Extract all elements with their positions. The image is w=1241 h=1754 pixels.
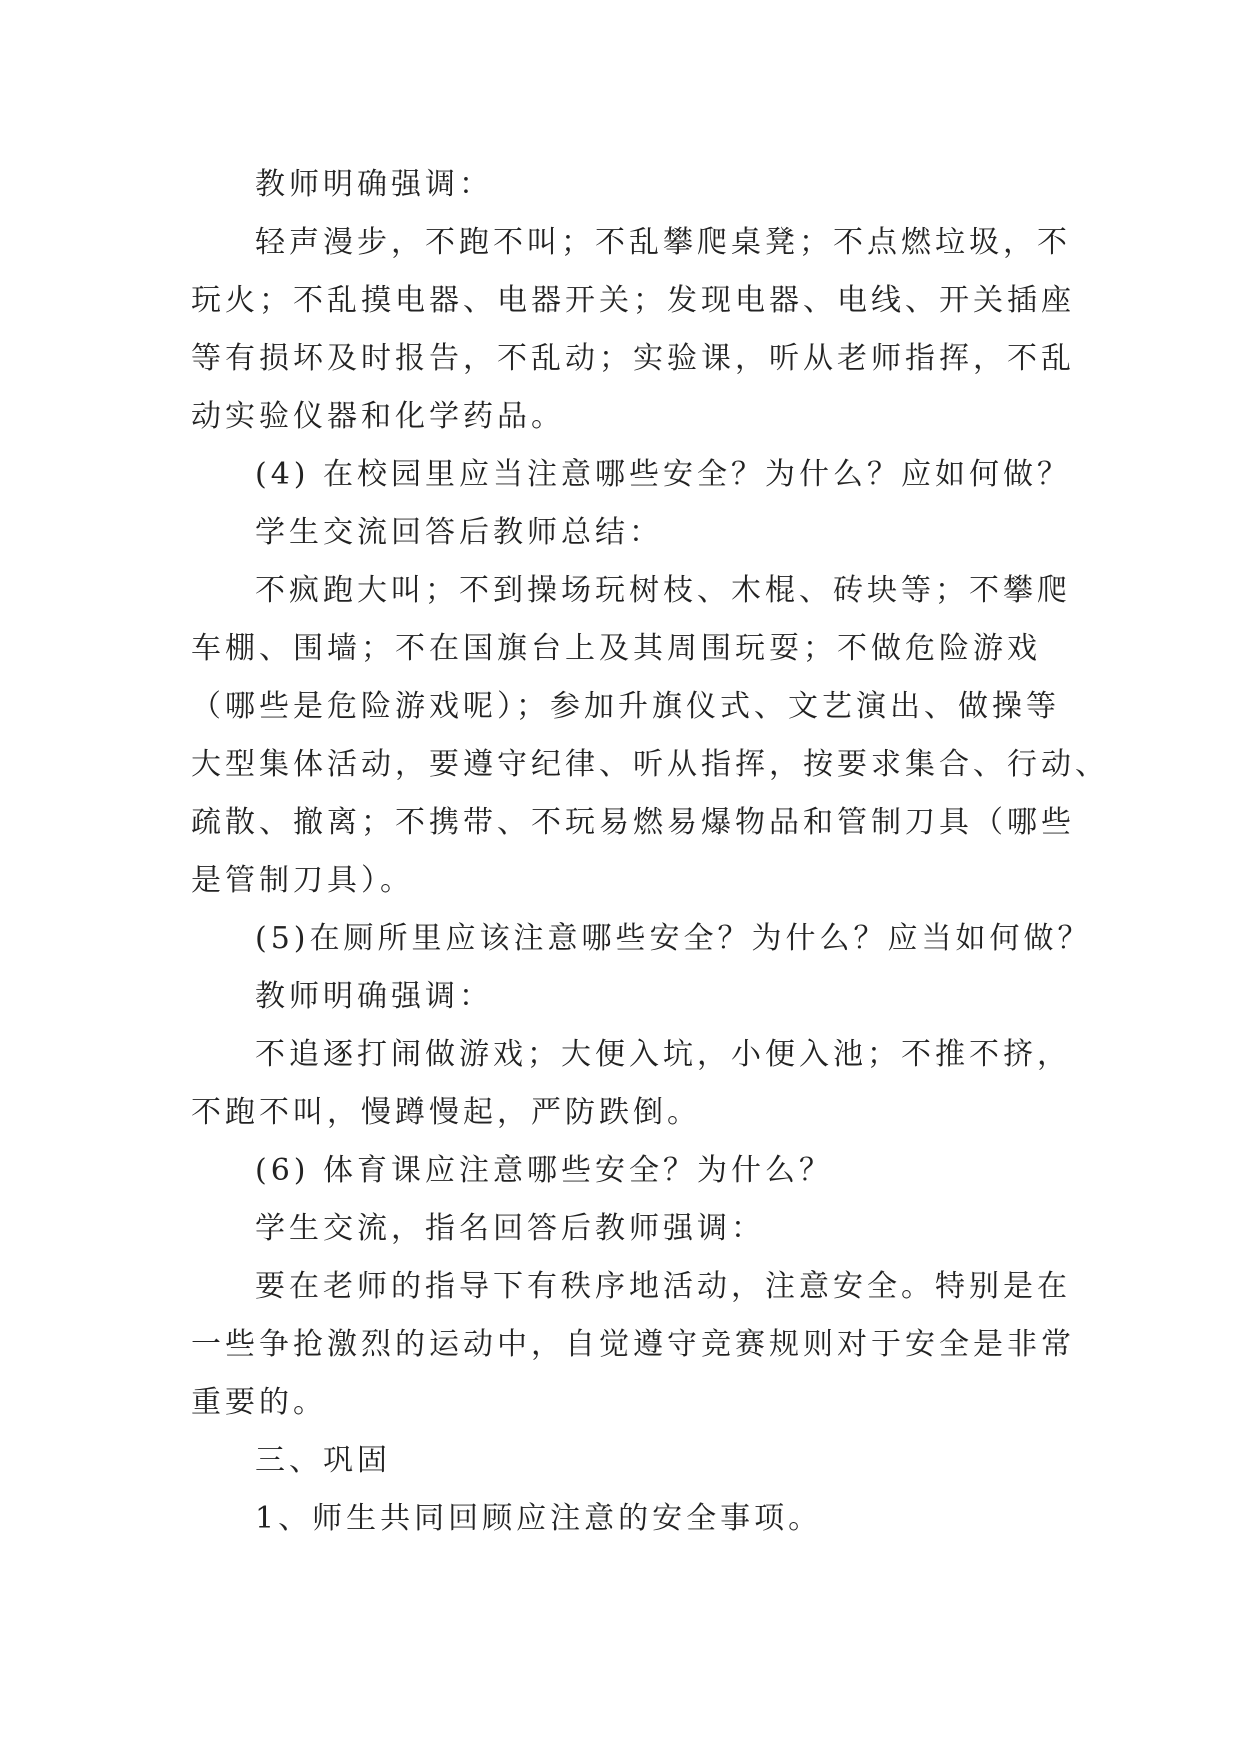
text-line: 玩火；不乱摸电器、电器开关；发现电器、电线、开关插座 [191, 283, 1075, 318]
text-line: 学生交流回答后教师总结： [255, 515, 663, 550]
text-line: 轻声漫步，不跑不叫；不乱攀爬桌凳；不点燃垃圾，不 [255, 225, 1071, 260]
text-line: 不疯跑大叫；不到操场玩树枝、木棍、砖块等；不攀爬 [255, 573, 1071, 608]
text-line: 等有损坏及时报告，不乱动；实验课，听从老师指挥，不乱 [191, 341, 1075, 376]
section-heading: 三、巩固 [255, 1443, 391, 1478]
text-line: 要在老师的指导下有秩序地活动，注意安全。特别是在 [255, 1269, 1071, 1304]
text-line: 不跑不叫，慢蹲慢起，严防跌倒。 [191, 1095, 701, 1130]
text-line: 学生交流，指名回答后教师强调： [255, 1211, 765, 1246]
text-line: 动实验仪器和化学药品。 [191, 399, 565, 434]
text-line: 不追逐打闹做游戏；大便入坑，小便入池；不推不挤， [255, 1037, 1071, 1072]
text-line: 车棚、围墙；不在国旗台上及其周围玩耍；不做危险游戏 [191, 631, 1041, 666]
text-line: (5)在厕所里应该注意哪些安全？为什么？应当如何做？ [255, 921, 1092, 956]
text-line: 一些争抢激烈的运动中，自觉遵守竞赛规则对于安全是非常 [191, 1327, 1075, 1362]
text-line: 大型集体活动，要遵守纪律、听从指挥，按要求集合、行动、 [191, 747, 1109, 782]
text-line: 教师明确强调： [255, 979, 493, 1014]
text-line: (6) 体育课应注意哪些安全？为什么？ [255, 1153, 834, 1188]
text-line: 1、师生共同回顾应注意的安全事项。 [255, 1501, 823, 1536]
text-line: （哪些是危险游戏呢）；参加升旗仪式、文艺演出、做操等 [191, 689, 1060, 724]
text-line: (4) 在校园里应当注意哪些安全？为什么？应如何做？ [255, 457, 1072, 492]
text-line: 教师明确强调： [255, 167, 493, 202]
text-line: 是管制刀具）。 [191, 863, 414, 898]
text-line: 重要的。 [191, 1385, 327, 1420]
text-line: 疏散、撤离；不携带、不玩易燃易爆物品和管制刀具（哪些 [191, 805, 1075, 840]
